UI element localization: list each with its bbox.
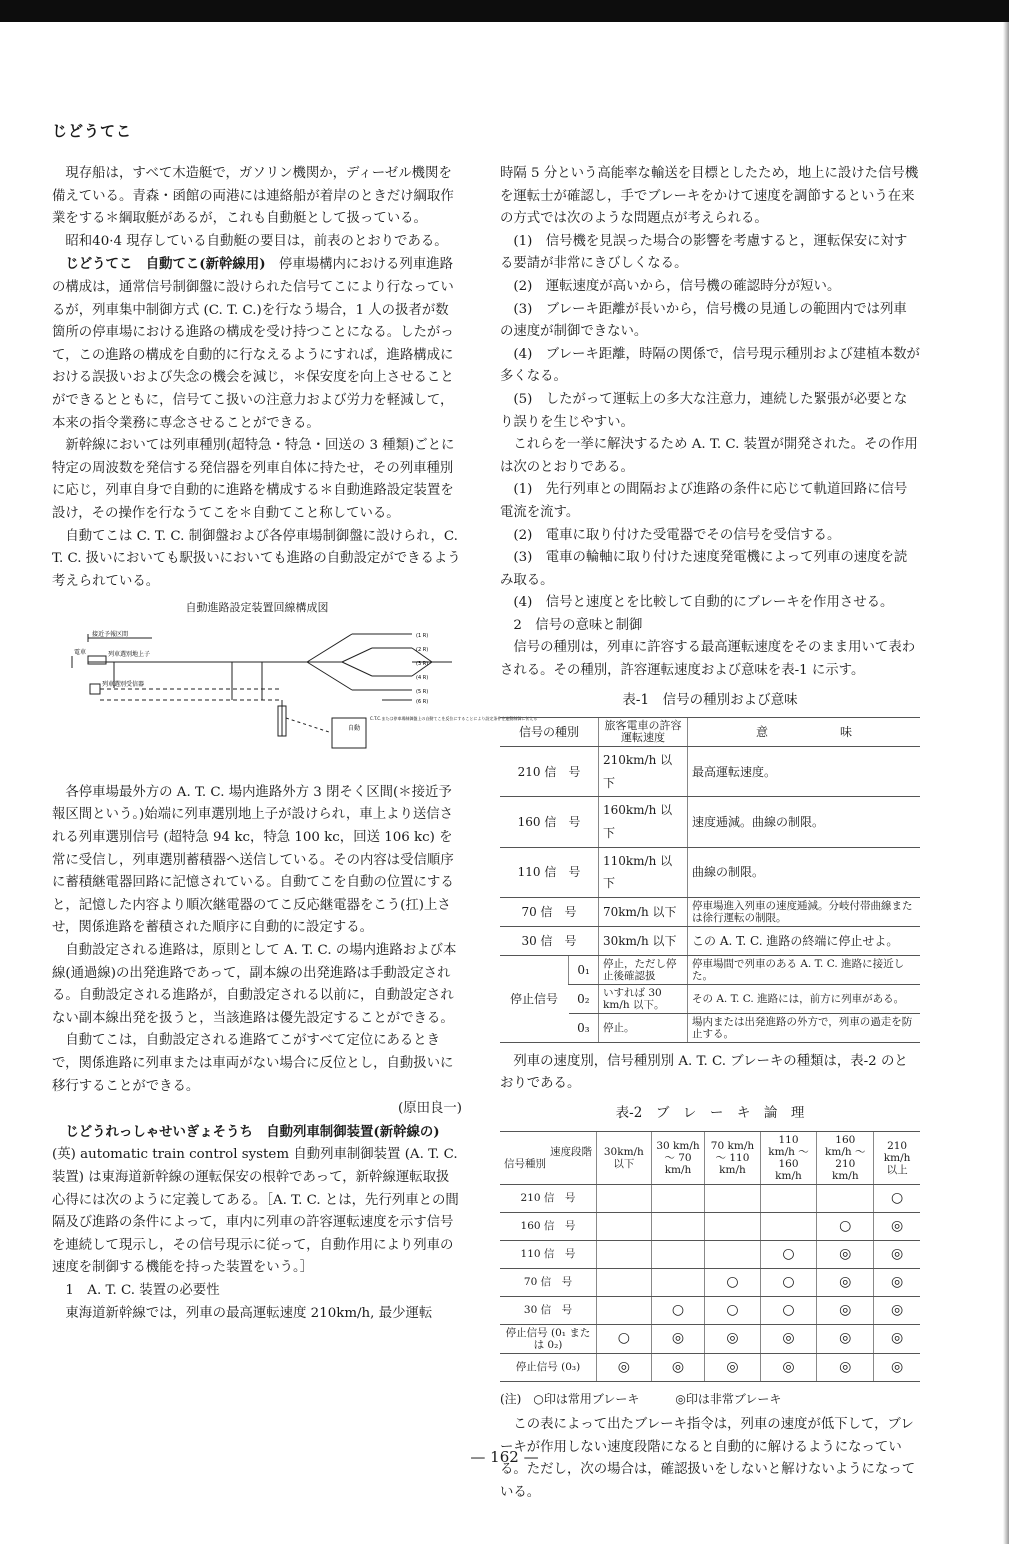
table-cell: ○ — [817, 1212, 874, 1240]
table-cell: ◎ — [874, 1268, 920, 1296]
figure-label: C.T.C.または停車場制御盤上の自動てこを反位にすることにより設定条件を連動制御に伝える — [370, 715, 538, 721]
list-item: (5) したがって運転上の多大な注意力，連続した緊張が必要となり誤りを生じやすい。 — [500, 391, 908, 430]
table-cell: 0₃ — [569, 1013, 599, 1042]
table-cell: ◎ — [874, 1296, 920, 1324]
corner-top-label: 速度段階 — [550, 1145, 592, 1158]
table-cell: ○ — [760, 1268, 817, 1296]
table-cell: 0₁ — [569, 955, 599, 984]
table-cell: 210 信 号 — [500, 747, 599, 797]
table-row-label: 110 信 号 — [500, 1240, 597, 1268]
table-cell: 場内または出発進路の外方で，列車の過走を防止する。 — [688, 1013, 921, 1042]
table-cell: ○ — [760, 1296, 817, 1324]
table-2-caption: 表-2 ブ レ ー キ 論 理 — [615, 1105, 805, 1121]
section-heading: 2 信号の意味と制御 — [513, 617, 643, 633]
scan-right-edge — [1003, 22, 1009, 1544]
entry-heading: じどうれっしゃせいぎょそうち 自動列車制御装置(新幹線の) — [65, 1123, 440, 1140]
figure-title: 自動進路設定装置回線構成図 — [185, 601, 329, 615]
table-header-cell: 30 km/h ～ 70 km/h — [651, 1131, 705, 1184]
table-cell: ◎ — [874, 1353, 920, 1381]
table-cell: 160 信 号 — [500, 797, 599, 847]
table-note: (注) ○印は常用ブレーキ ◎印は非常ブレーキ — [500, 1391, 782, 1406]
table-cell — [597, 1240, 652, 1268]
table-cell: ○ — [597, 1324, 652, 1353]
circuit-diagram-svg — [52, 626, 538, 766]
table-cell: 曲線の制限。 — [688, 847, 921, 897]
table-row-label: 160 信 号 — [500, 1212, 597, 1240]
list-item: (3) ブレーキ距離が長いから，信号機の見通しの範囲内では列車の速度が制御できない。 — [500, 301, 907, 340]
table-header-cell: 70 km/h ～ 110 km/h — [705, 1131, 760, 1184]
table-cell: ○ — [651, 1296, 705, 1324]
table-cell: ◎ — [874, 1240, 920, 1268]
table-header-cell: 意 味 — [688, 718, 921, 747]
figure-label: (6 R) — [416, 698, 429, 705]
figure-label: 列車選別地上子 — [108, 650, 151, 658]
author-credit: (原田良一) — [397, 1101, 462, 1117]
table-cell: 110km/h 以下 — [599, 847, 688, 897]
entry-heading: じどうてこ 自動てこ(新幹線用) — [65, 256, 266, 273]
table-row-label: 停止信号 (0₃) — [500, 1353, 597, 1381]
paragraph: 時隔 5 分という高能率な輸送を目標としたため，地上に設けた信号機を運転士が確認し，手でブレーキをかけて速度を調節するという在来の方式では次のような問題点が考えられる。 — [500, 166, 919, 227]
figure-label: 接近予報区間 — [92, 630, 129, 638]
table-2 — [500, 1131, 920, 1382]
table-cell: 110 信 号 — [500, 847, 599, 897]
table-1-caption: 表-1 信号の種別および意味 — [622, 691, 798, 708]
table-cell — [651, 1240, 705, 1268]
table-header-cell: 旅客電車の許容運転速度 — [599, 718, 688, 747]
entry-atc — [52, 1121, 462, 1280]
table-cell: 停車場進入列車の速度逓減。分岐付帯曲線または徐行運転の制限。 — [688, 897, 921, 926]
table-cell: ◎ — [874, 1324, 920, 1353]
table-row — [500, 747, 920, 797]
paragraph: これらを一挙に解決するため A. T. C. 装置が開発された。その作用は次のとおりである。 — [500, 437, 918, 475]
entry-body: 停車場構内における列車進路の構成は，通常信号制御盤に設けられた信号てこにより行なっているが，列車集中制御方式 (C. T. C.)を行なう場合，1 人の扱者が数箇所の停車場における進路の構成を受け持つことになる。したがって，この進路の構成を自動的に行なえるようにすれば，進路構成における誤扱いおよび失念の機会を減じ，＊保安度を向上させることができるとともに，信号てこ扱いの注意力および労力を軽減して，本来の指令業務に専念させることができる。 — [52, 257, 454, 431]
table-cell: ◎ — [651, 1353, 705, 1381]
paragraph: 自動設定される進路は，原則として A. T. C. の場内進路および本線(通過線)の出発進路であって，副本線の出発進路は手動設定される。自動設定される進路が，自動設定される以前に，自動設定されない副本線出発を扱うと，当該進路は優先設定することができる。 — [52, 943, 457, 1026]
table-cell: ◎ — [817, 1268, 874, 1296]
table-cell — [651, 1184, 705, 1212]
table-row — [500, 1324, 920, 1353]
table-row — [500, 897, 920, 926]
corner-bottom-label: 信号種別 — [504, 1157, 546, 1170]
table-header-row — [500, 718, 920, 747]
paragraph: 自動てこは，自動設定される進路てこがすべて定位にあるときで，関係進路に列車または車両がない場合に反位とし，自動扱いに移行することができる。 — [52, 1033, 454, 1094]
table-cell: 停止信号 — [500, 955, 569, 1042]
table-row — [500, 1353, 920, 1381]
table-row-label: 停止信号 (0₁ または 0₂) — [500, 1324, 597, 1353]
table-cell — [705, 1212, 760, 1240]
table-row-label: 70 信 号 — [500, 1268, 597, 1296]
table-header-row — [500, 1131, 920, 1184]
list-item: (4) ブレーキ距離，時隔の関係で，信号現示種別および建植本数が多くなる。 — [500, 346, 920, 385]
table-header-cell: 110 km/h ～ 160 km/h — [760, 1131, 817, 1184]
table-cell: ◎ — [817, 1296, 874, 1324]
table-cell — [651, 1268, 705, 1296]
list-item: (1) 先行列車との間隔および進路の条件に応じて軌道回路に信号電流を流す。 — [500, 482, 908, 520]
list-item: (2) 電車に取り付けた受電器でその信号を受信する。 — [513, 527, 841, 543]
paragraph: 信号の種別は，列車に許容する最高運転速度をそのまま用いて表わされる。その種別，許容運転速度および意味を表-1 に示す。 — [500, 640, 916, 679]
list-item: (4) 信号と速度とを比較して自動的にブレーキを作用させる。 — [513, 595, 894, 611]
table-cell: ○ — [760, 1240, 817, 1268]
paragraph: この表によって出たブレーキ指令は，列車の速度が低下して，ブレーキが作用しない速度段階になると自動的に解けるようになっている。ただし，次の場合は，確認扱いをしないと解けないようになっている。 — [500, 1417, 916, 1500]
table-header-cell: 信号の種別 — [500, 718, 599, 747]
paragraph: 自動てこは C. T. C. 制御盤および各停車場制御盤に設けられ，C. T. C. 扱いにおいても駅扱いにおいても進路の自動設定ができるよう考えられている。 — [52, 528, 461, 589]
paragraph: 昭和40·4 現存している自動艇の要目は，前表のとおりである。 — [65, 233, 448, 249]
table-cell: 210km/h 以下 — [599, 747, 688, 797]
table-cell: ◎ — [817, 1324, 874, 1353]
table-cell: 速度逓減。曲線の制限。 — [688, 797, 921, 847]
table-cell: 最高運転速度。 — [688, 747, 921, 797]
page-number: — 162 — — [470, 1448, 539, 1466]
table-header-cell: 160 km/h ～ 210 km/h — [817, 1131, 874, 1184]
table-cell: ○ — [705, 1268, 760, 1296]
table-cell: ◎ — [597, 1353, 652, 1381]
table-cell: ◎ — [705, 1324, 760, 1353]
paragraph: 列車の速度別，信号種別別 A. T. C. ブレーキの種類は，表-2 のとおりである。 — [500, 1053, 908, 1092]
table-cell — [597, 1212, 652, 1240]
table-header-cell: 210 km/h 以上 — [874, 1131, 920, 1184]
figure-label: (2 R) — [416, 646, 429, 653]
table-1 — [500, 717, 920, 1043]
list-item: (3) 電車の輪軸に取り付けた速度発電機によって列車の速度を読み取る。 — [500, 550, 908, 588]
table-row — [500, 1268, 920, 1296]
table-cell: 停止，ただし停止後確認扱 — [599, 955, 688, 984]
right-column — [500, 163, 920, 1505]
table-row — [500, 1184, 920, 1212]
table-cell: 30km/h 以下 — [599, 926, 688, 955]
table-row — [500, 955, 920, 984]
table-cell: いすれば 30 km/h 以下。 — [599, 984, 688, 1013]
table-cell: 停止。 — [599, 1013, 688, 1042]
table-header-cell: 30km/h 以下 — [597, 1131, 652, 1184]
figure-label: (3 R) — [416, 660, 429, 667]
table-cell: 30 信 号 — [500, 926, 599, 955]
list-item: (1) 信号機を見誤った場合の影響を考慮すると，運転保安に対する要請が非常にきびしくなる。 — [500, 233, 908, 272]
table-cell: ◎ — [760, 1353, 817, 1381]
table-cell: ◎ — [817, 1240, 874, 1268]
table-row-label: 30 信 号 — [500, 1296, 597, 1324]
table-cell — [597, 1296, 652, 1324]
table-row — [500, 926, 920, 955]
circuit-diagram — [52, 626, 538, 766]
list-item: (2) 運転速度が高いから，信号機の確認時分が短い。 — [513, 278, 841, 294]
table-cell: 0₂ — [569, 984, 599, 1013]
table-cell — [597, 1184, 652, 1212]
figure-label: (5 R) — [416, 688, 429, 695]
running-header: じどうてこ — [52, 122, 133, 140]
table-row-label: 210 信 号 — [500, 1184, 597, 1212]
table-cell — [760, 1184, 817, 1212]
paragraph: 新幹線においては列車種別(超特急・特急・回送の 3 種類)ごとに特定の周波数を発信する発信器を列車自体に持たせ，その列車種別に応じ，列車自身で自動的に進路を構成する＊自動進路設定装置を設け，その操作を行なうてこを＊自動てこと称している。 — [52, 438, 455, 521]
table-cell: ◎ — [705, 1353, 760, 1381]
figure-label: (1 R) — [416, 632, 429, 639]
paragraph: 現存船は，すべて木造艇で，ガソリン機関か，ディーゼル機関を備えている。青森・函館の両港には連絡船が着岸のときだけ綱取作業をする＊綱取艇があるが，これも自動艇として扱っている。 — [52, 166, 454, 227]
figure-label: 電車 — [74, 648, 87, 656]
paragraph: 東海道新幹線では，列車の最高運転速度 210km/h, 最少運転 — [65, 1305, 433, 1321]
table-row — [500, 847, 920, 897]
table-cell: ○ — [874, 1184, 920, 1212]
scan-top-border — [0, 0, 1009, 22]
section-heading: 1 A. T. C. 装置の必要性 — [65, 1282, 220, 1298]
table-cell — [597, 1268, 652, 1296]
figure-label: 列車選別受信器 — [102, 680, 145, 688]
entry-automatic-lever — [52, 253, 462, 435]
table-cell: ◎ — [817, 1353, 874, 1381]
table-cell — [705, 1240, 760, 1268]
table-corner-cell — [500, 1131, 597, 1184]
table-cell — [705, 1184, 760, 1212]
table-row — [500, 1240, 920, 1268]
table-cell: ◎ — [874, 1212, 920, 1240]
table-cell — [760, 1212, 817, 1240]
table-2-body — [500, 1184, 920, 1381]
table-cell: 70 信 号 — [500, 897, 599, 926]
table-row — [500, 797, 920, 847]
table-cell: ◎ — [760, 1324, 817, 1353]
table-row — [500, 1296, 920, 1324]
table-cell: 70km/h 以下 — [599, 897, 688, 926]
table-cell: この A. T. C. 進路の終端に停止せよ。 — [688, 926, 921, 955]
paragraph: 各停車場最外方の A. T. C. 場内進路外方 3 閉そく区間(＊接近予報区間という。)始端に列車選別地上子が設けられ，車上より送信される列車選別信号 (超特急 94 kc，特急 100 kc，回送 106 kc) を常に受信し，列車選別蓄積器へ送信している。その内容は受信順序に蓄積継電器回路に記憶されている。自動てこを自動の位置にすると，記憶した内容より順次継電器のてこ反応継電器をこう(扛)上させ，関係進路を蓄積された順序に自動的に設定する。 — [52, 784, 454, 936]
table-cell: その A. T. C. 進路には，前方に列車がある。 — [688, 984, 921, 1013]
table-row — [500, 1212, 920, 1240]
table-cell: ◎ — [651, 1324, 705, 1353]
table-cell: 停車場間で列車のある A. T. C. 進路に接近した。 — [688, 955, 921, 984]
figure-label: 自動 — [348, 724, 361, 732]
table-cell: ○ — [705, 1296, 760, 1324]
table-cell: 160km/h 以下 — [599, 797, 688, 847]
figure-label: (4 R) — [416, 674, 429, 681]
table-cell — [817, 1184, 874, 1212]
table-cell — [651, 1212, 705, 1240]
entry-body: (英) automatic train control system 自動列車制御装置 (A. T. C. 装置) は東海道新幹線の運転保安の根幹であって，新幹線運転取扱心得には次のように定義してある。［A. T. C. とは，先行列車との間隔及び進路の条件によって，車内に列車の許容運転速度を示す信号を連続して現示し，その信号現示に従って，自動作用により列車の速度を制御する機能を持った装置をいう。］ — [52, 1147, 459, 1276]
